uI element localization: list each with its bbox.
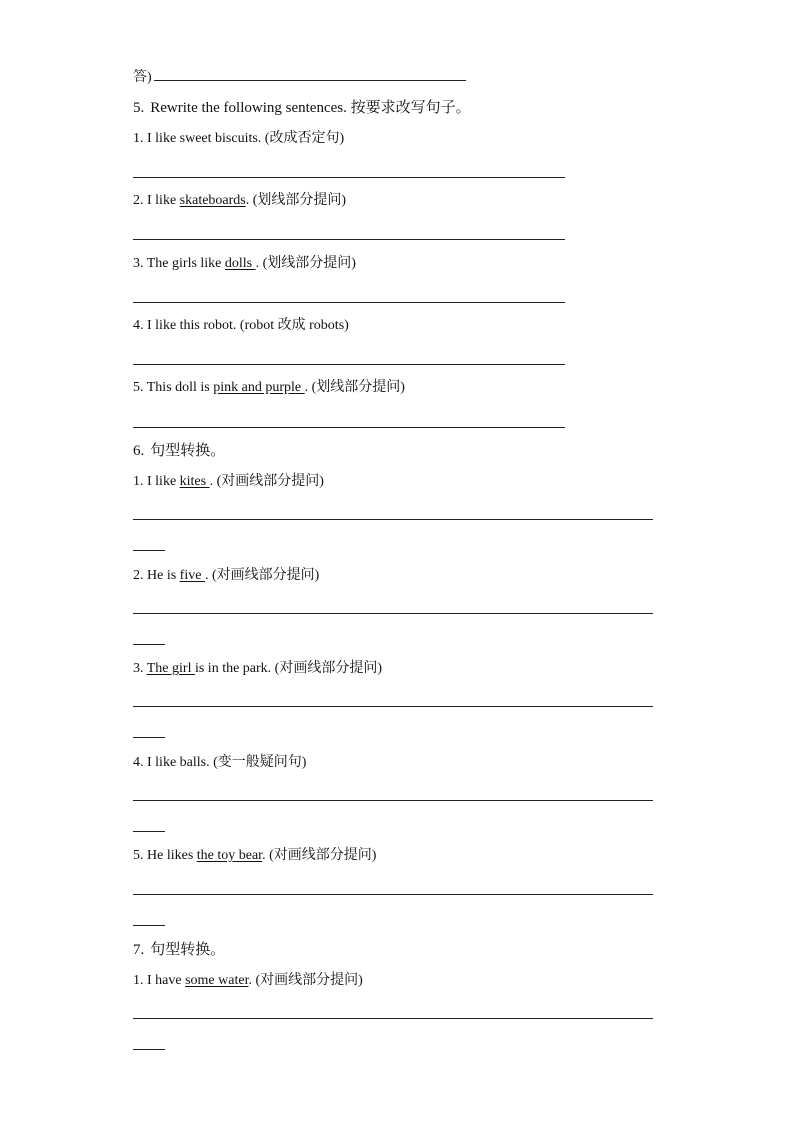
s6-answer-tail-2[interactable] — [133, 644, 165, 645]
s5-question-1 — [133, 130, 344, 148]
s6-q4-text: 4. I like balls. (变一般疑问句) — [133, 755, 307, 770]
section-7-title: 句型转换。 — [150, 942, 226, 958]
s5-q3-underlined: dolls — [224, 256, 256, 271]
s6-answer-line-1[interactable] — [133, 519, 653, 520]
s5-answer-line-4[interactable] — [133, 364, 565, 365]
s5-q3-post: . (划线部分提问) — [255, 256, 356, 271]
s5-question-2 — [133, 192, 346, 210]
answer-line — [133, 66, 466, 87]
s7-q1-underlined: some water — [185, 973, 249, 988]
s6-q5-underlined: the toy bear — [196, 848, 263, 863]
s6-q3-pre: 3. — [133, 661, 147, 676]
s6-q2-pre: 2. He is — [133, 568, 180, 583]
answer-blank[interactable] — [154, 66, 466, 81]
s6-question-2 — [133, 567, 319, 585]
section-5-heading — [133, 99, 471, 117]
section-6-number: 6. — [133, 443, 145, 459]
s6-answer-line-3[interactable] — [133, 706, 653, 707]
s6-question-4 — [133, 754, 306, 772]
s6-q3-underlined: The girl — [146, 661, 195, 676]
s5-q4-text: 4. I like this robot. (robot 改成 robots) — [133, 318, 349, 333]
s6-answer-line-2[interactable] — [133, 613, 653, 614]
section-7-number: 7. — [133, 942, 145, 958]
s6-answer-tail-3[interactable] — [133, 737, 165, 738]
s6-answer-tail-1[interactable] — [133, 550, 165, 551]
s6-question-1 — [133, 473, 324, 491]
section-6-title: 句型转换。 — [150, 443, 226, 459]
s7-question-1 — [133, 972, 363, 990]
s5-answer-line-2[interactable] — [133, 239, 565, 240]
s5-answer-line-5[interactable] — [133, 427, 565, 428]
section-5-title: Rewrite the following sentences. 按要求改写句子。 — [150, 100, 471, 116]
s6-q5-post: . (对画线部分提问) — [262, 848, 377, 863]
s5-question-3 — [133, 255, 356, 273]
s5-question-5 — [133, 379, 405, 397]
s7-answer-line-1[interactable] — [133, 1018, 653, 1019]
answer-label: 答) — [133, 70, 152, 85]
s6-answer-tail-5[interactable] — [133, 925, 165, 926]
s5-q3-pre: 3. The girls like — [133, 256, 225, 271]
s5-q2-post: . (划线部分提问) — [245, 193, 347, 208]
s6-q5-pre: 5. He likes — [133, 848, 197, 863]
s6-q3-post: is in the park. (对画线部分提问) — [194, 661, 382, 676]
s6-question-5 — [133, 847, 376, 865]
s6-q2-post: . (对画线部分提问) — [204, 568, 320, 583]
s5-question-4 — [133, 317, 349, 335]
s5-q2-pre: 2. I like — [133, 193, 180, 208]
s7-answer-tail-1[interactable] — [133, 1049, 165, 1050]
s5-q1-text: 1. I like sweet biscuits. (改成否定句) — [133, 131, 345, 146]
s6-answer-line-4[interactable] — [133, 800, 653, 801]
s5-q5-underlined: pink and purple — [213, 380, 305, 395]
s6-q1-underlined: kites — [179, 474, 210, 489]
s5-answer-line-3[interactable] — [133, 302, 565, 303]
section-7-heading — [133, 941, 225, 959]
s5-q5-pre: 5. This doll is — [133, 380, 214, 395]
s7-q1-post: . (对画线部分提问) — [248, 973, 363, 988]
section-6-heading — [133, 442, 225, 460]
section-5-number: 5. — [133, 100, 145, 116]
s6-question-3 — [133, 660, 382, 678]
s7-q1-pre: 1. I have — [133, 973, 186, 988]
s6-q1-pre: 1. I like — [133, 474, 180, 489]
s5-q5-post: . (划线部分提问) — [304, 380, 405, 395]
s5-answer-line-1[interactable] — [133, 177, 565, 178]
s6-q2-underlined: five — [179, 568, 205, 583]
s6-answer-tail-4[interactable] — [133, 831, 165, 832]
s6-q1-post: . (对画线部分提问) — [209, 474, 324, 489]
s6-answer-line-5[interactable] — [133, 894, 653, 895]
s5-q2-underlined: skateboards — [179, 193, 246, 208]
